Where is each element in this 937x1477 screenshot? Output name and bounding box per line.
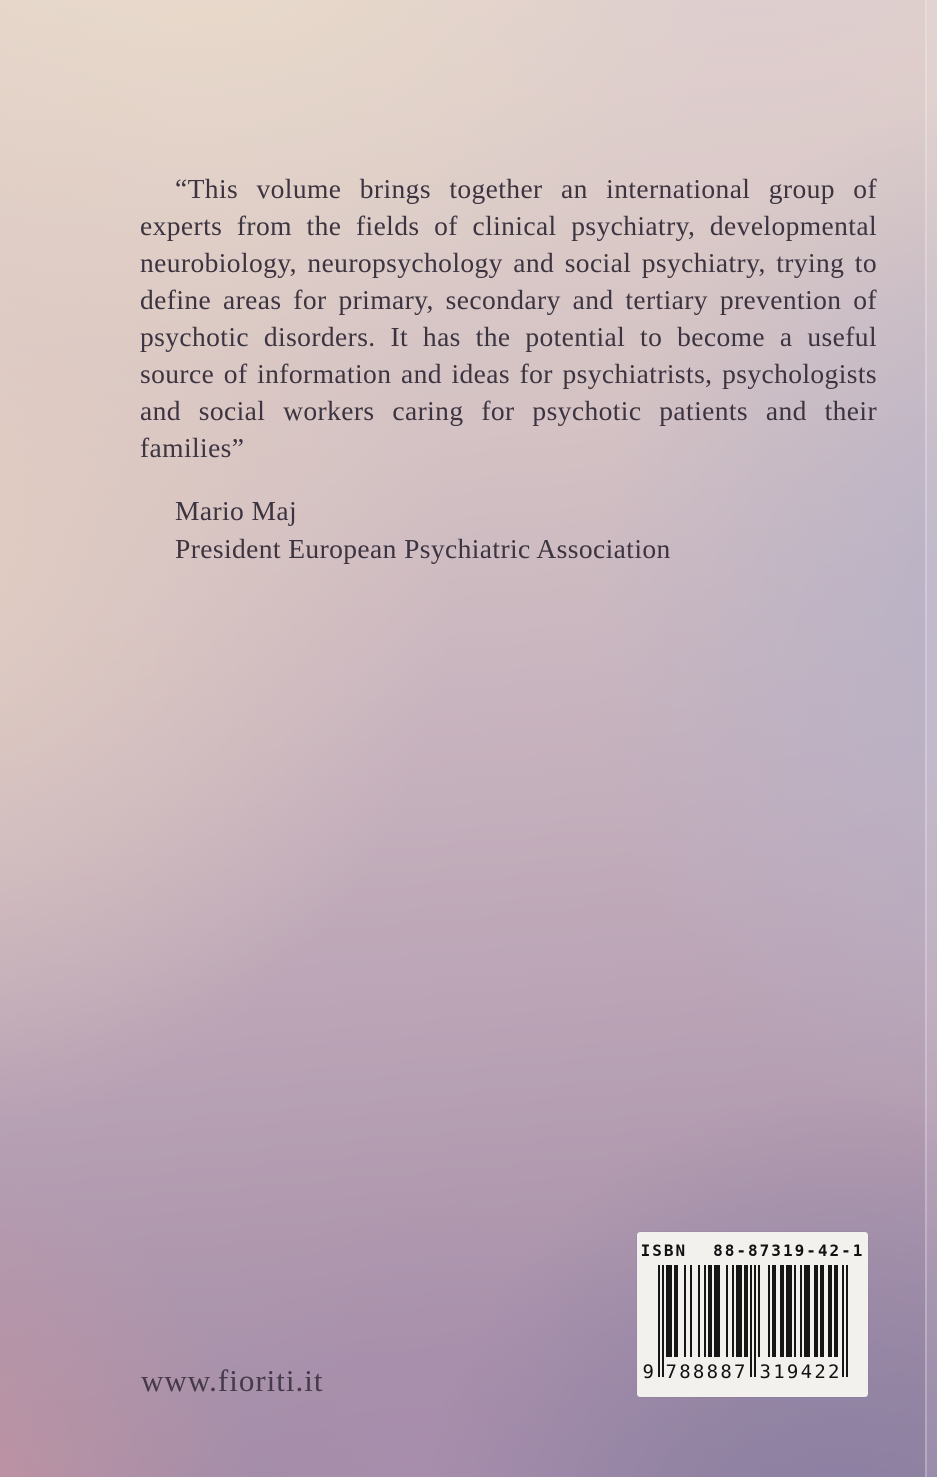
barcode-label bbox=[637, 1232, 868, 1397]
barcode-bar bbox=[726, 1265, 728, 1357]
barcode-bar bbox=[846, 1265, 848, 1377]
page-edge-highlight bbox=[925, 0, 927, 1477]
barcode-bar bbox=[732, 1265, 734, 1357]
ean-barcode bbox=[642, 1265, 848, 1383]
barcode-bar bbox=[830, 1265, 832, 1357]
attribution-block bbox=[175, 492, 671, 568]
barcode-bar bbox=[768, 1265, 770, 1357]
isbn-row bbox=[637, 1232, 868, 1260]
barcode-bar bbox=[800, 1265, 802, 1357]
barcode-bar bbox=[754, 1265, 756, 1377]
barcode-bar bbox=[750, 1265, 752, 1377]
barcode-bar bbox=[698, 1265, 700, 1357]
attribution-name: Mario Maj bbox=[175, 495, 297, 526]
barcode-bar bbox=[740, 1265, 742, 1357]
barcode-bar bbox=[658, 1265, 660, 1377]
ean-digit-first: 9 bbox=[642, 1361, 654, 1383]
barcode-bar bbox=[662, 1265, 664, 1377]
barcode-bar bbox=[758, 1265, 760, 1357]
isbn-number: 88-87319-42-1 bbox=[713, 1241, 865, 1260]
barcode-bar bbox=[684, 1265, 686, 1357]
barcode-bar bbox=[836, 1265, 838, 1357]
attribution-title: President European Psychiatric Association bbox=[175, 533, 671, 564]
barcode-bar bbox=[782, 1265, 784, 1357]
review-quote: “This volume brings together an international group of experts from the fields of clinical psychiatry, developmental neurobiology, neuropsychology and social psychiatry, trying to define areas for primary, secondary and tertiary prevention of psychotic disorders. It has the potential to become a useful source of information and ideas for psychiatrists, psychologists and social workers caring for psychotic patients and their families” bbox=[140, 173, 877, 463]
barcode-bar bbox=[718, 1265, 720, 1357]
barcode-bar bbox=[790, 1265, 792, 1357]
barcode-bar bbox=[842, 1265, 844, 1377]
barcode-bar bbox=[774, 1265, 776, 1357]
barcode-bar bbox=[822, 1265, 824, 1357]
barcode-bar bbox=[676, 1265, 678, 1357]
barcode-bar bbox=[746, 1265, 748, 1357]
barcode-bar bbox=[704, 1265, 706, 1357]
page-edge-strip bbox=[927, 0, 937, 1477]
barcode-bar bbox=[816, 1265, 818, 1357]
barcode-bar bbox=[670, 1265, 672, 1357]
barcode-bar bbox=[710, 1265, 712, 1357]
barcode-bar bbox=[690, 1265, 692, 1357]
ean-digits-left: 7 8 8 8 8 7 bbox=[665, 1361, 746, 1383]
isbn-label: ISBN bbox=[640, 1241, 688, 1260]
barcode-bar bbox=[794, 1265, 796, 1357]
publisher-website: www.fioriti.it bbox=[141, 1363, 324, 1398]
barcode-bar bbox=[808, 1265, 810, 1357]
ean-digits-right: 3 1 9 4 2 2 bbox=[759, 1361, 840, 1383]
